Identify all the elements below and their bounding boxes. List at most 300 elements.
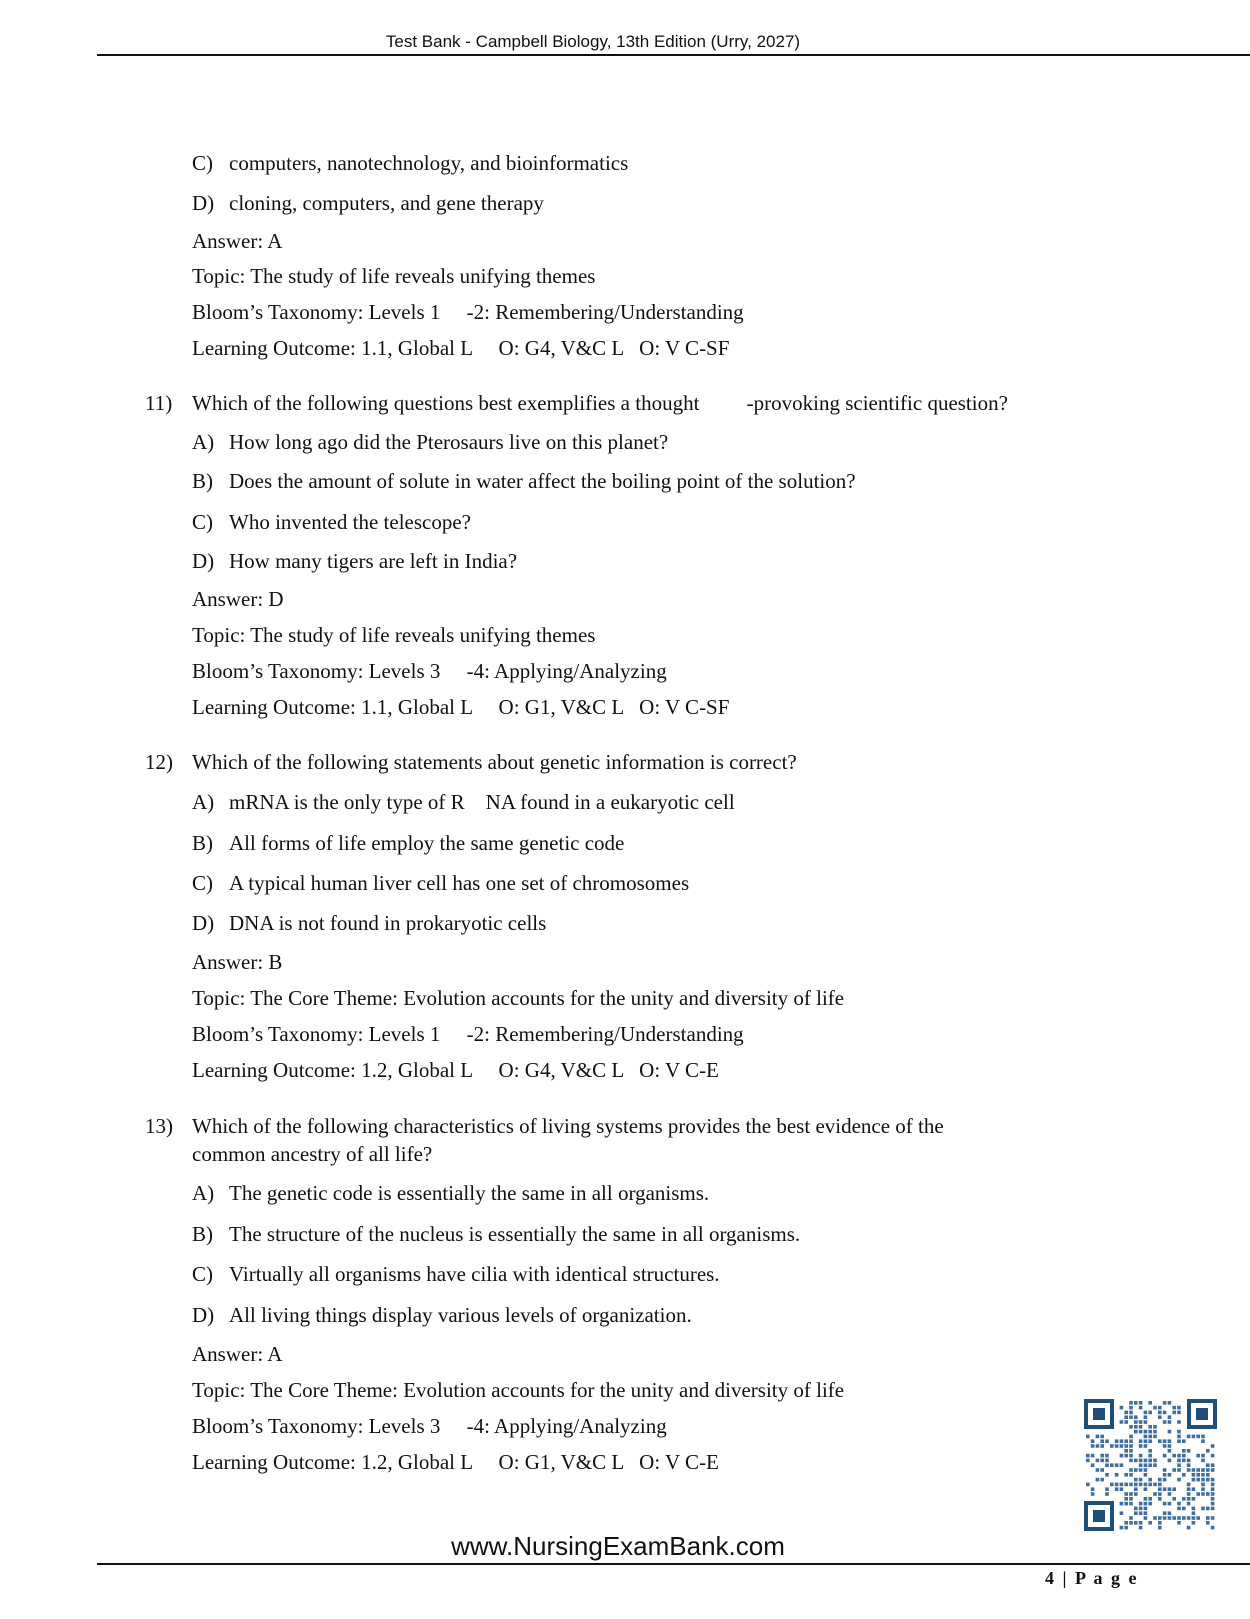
qr-module bbox=[1196, 1492, 1200, 1496]
qr-module bbox=[1182, 1439, 1186, 1443]
qr-module bbox=[1129, 1497, 1133, 1501]
qr-module bbox=[1139, 1468, 1143, 1472]
qr-module bbox=[1168, 1430, 1172, 1434]
qr-module bbox=[1144, 1444, 1148, 1448]
qr-module bbox=[1201, 1473, 1205, 1477]
qr-module bbox=[1120, 1502, 1124, 1506]
qr-module bbox=[1144, 1468, 1148, 1472]
qr-module bbox=[1192, 1487, 1196, 1491]
qr-module bbox=[1120, 1454, 1124, 1458]
bloom-line: Bloom’s Taxonomy: Levels 3 -4: Applying/Analyzing bbox=[192, 1414, 667, 1438]
qr-module bbox=[1182, 1454, 1186, 1458]
bloom-line: Bloom’s Taxonomy: Levels 3 -4: Applying/Analyzing bbox=[192, 659, 667, 683]
qr-module bbox=[1187, 1492, 1191, 1496]
qr-module bbox=[1100, 1454, 1104, 1458]
qr-module bbox=[1105, 1473, 1109, 1477]
qr-module bbox=[1134, 1415, 1138, 1419]
qr-module bbox=[1129, 1502, 1133, 1506]
qr-module bbox=[1192, 1473, 1196, 1477]
outcome-line: Learning Outcome: 1.1, Global L O: G4, V&C L O: V C-SF bbox=[192, 336, 730, 360]
topic-line: Topic: The Core Theme: Evolution accounts for the unity and diversity of life bbox=[192, 986, 845, 1010]
qr-module bbox=[1192, 1516, 1196, 1520]
qr-module bbox=[1124, 1526, 1128, 1530]
qr-module bbox=[1139, 1502, 1143, 1506]
topic-line: Topic: The study of life reveals unifying themes bbox=[192, 264, 596, 288]
qr-module bbox=[1124, 1454, 1128, 1458]
qr-module bbox=[1177, 1459, 1181, 1463]
question-text: Which of the following questions best exemplifies a thought -provoking scientific question? bbox=[192, 391, 1008, 415]
qr-module bbox=[1187, 1502, 1191, 1506]
qr-module bbox=[1177, 1420, 1181, 1424]
qr-module bbox=[1100, 1459, 1104, 1463]
qr-module bbox=[1134, 1420, 1138, 1424]
qr-module bbox=[1168, 1420, 1172, 1424]
qr-module bbox=[1168, 1473, 1172, 1477]
qr-module bbox=[1158, 1439, 1162, 1443]
qr-module bbox=[1172, 1487, 1176, 1491]
qr-module bbox=[1115, 1444, 1119, 1448]
qr-module bbox=[1129, 1449, 1133, 1453]
qr-module bbox=[1134, 1468, 1138, 1472]
qr-module bbox=[1148, 1430, 1152, 1434]
option-text: DNA is not found in prokaryotic cells bbox=[229, 911, 547, 935]
qr-module bbox=[1134, 1507, 1138, 1511]
qr-module bbox=[1144, 1511, 1148, 1515]
qr-module bbox=[1201, 1454, 1205, 1458]
qr-module bbox=[1211, 1516, 1215, 1520]
qr-module bbox=[1139, 1406, 1143, 1410]
qr-module bbox=[1163, 1516, 1167, 1520]
qr-module bbox=[1148, 1425, 1152, 1429]
qr-module bbox=[1086, 1435, 1090, 1439]
qr-module bbox=[1144, 1415, 1148, 1419]
qr-module bbox=[1168, 1449, 1172, 1453]
qr-module bbox=[1091, 1454, 1095, 1458]
qr-module bbox=[1091, 1463, 1095, 1467]
topic-line: Topic: The Core Theme: Evolution accounts for the unity and diversity of life bbox=[192, 1378, 845, 1402]
qr-module bbox=[1120, 1444, 1124, 1448]
qr-code-icon bbox=[1083, 1398, 1218, 1532]
qr-module bbox=[1182, 1449, 1186, 1453]
option-text: The genetic code is essentially the same in all organisms. bbox=[229, 1181, 710, 1205]
qr-module bbox=[1201, 1483, 1205, 1487]
option-letter: B) bbox=[192, 831, 213, 855]
qr-module bbox=[1144, 1435, 1148, 1439]
qr-module bbox=[1177, 1411, 1181, 1415]
qr-module bbox=[1134, 1430, 1138, 1434]
qr-module bbox=[1196, 1473, 1200, 1477]
qr-module bbox=[1206, 1516, 1210, 1520]
qr-module bbox=[1168, 1487, 1172, 1491]
qr-module bbox=[1134, 1521, 1138, 1525]
qr-module bbox=[1144, 1459, 1148, 1463]
qr-module bbox=[1192, 1521, 1196, 1525]
option-text: cloning, computers, and gene therapy bbox=[229, 191, 544, 215]
qr-module bbox=[1096, 1459, 1100, 1463]
qr-module bbox=[1129, 1406, 1133, 1410]
qr-module bbox=[1211, 1507, 1215, 1511]
qr-module bbox=[1134, 1511, 1138, 1515]
qr-module bbox=[1129, 1415, 1133, 1419]
qr-module bbox=[1139, 1401, 1143, 1405]
qr-module bbox=[1134, 1483, 1138, 1487]
qr-module bbox=[1148, 1439, 1152, 1443]
qr-module bbox=[1196, 1516, 1200, 1520]
qr-module bbox=[1115, 1439, 1119, 1443]
qr-module bbox=[1129, 1401, 1133, 1405]
qr-module bbox=[1177, 1507, 1181, 1511]
qr-module bbox=[1148, 1459, 1152, 1463]
qr-module bbox=[1115, 1463, 1119, 1467]
qr-module bbox=[1192, 1511, 1196, 1515]
qr-module bbox=[1086, 1459, 1090, 1463]
qr-module bbox=[1105, 1459, 1109, 1463]
answer-line: Answer: D bbox=[192, 587, 284, 611]
question-number: 13) bbox=[145, 1114, 173, 1138]
qr-module bbox=[1100, 1478, 1104, 1482]
qr-module bbox=[1158, 1526, 1162, 1530]
qr-module bbox=[1129, 1492, 1133, 1496]
qr-module bbox=[1129, 1425, 1133, 1429]
footer-divider bbox=[97, 1563, 1250, 1565]
qr-module bbox=[1129, 1444, 1133, 1448]
qr-module bbox=[1129, 1459, 1133, 1463]
qr-module bbox=[1120, 1406, 1124, 1410]
qr-module bbox=[1201, 1487, 1205, 1491]
qr-module bbox=[1091, 1487, 1095, 1491]
qr-module bbox=[1163, 1478, 1167, 1482]
qr-module bbox=[1144, 1502, 1148, 1506]
qr-module bbox=[1148, 1463, 1152, 1467]
qr-module bbox=[1177, 1430, 1181, 1434]
qr-module bbox=[1177, 1439, 1181, 1443]
qr-module bbox=[1148, 1521, 1152, 1525]
outcome-line: Learning Outcome: 1.2, Global L O: G1, V&C L O: V C-E bbox=[192, 1450, 719, 1474]
qr-module bbox=[1129, 1411, 1133, 1415]
qr-module bbox=[1086, 1454, 1090, 1458]
qr-module bbox=[1124, 1444, 1128, 1448]
qr-module bbox=[1168, 1492, 1172, 1496]
qr-module bbox=[1211, 1478, 1215, 1482]
qr-module bbox=[1187, 1516, 1191, 1520]
qr-module bbox=[1168, 1511, 1172, 1515]
qr-module bbox=[1182, 1459, 1186, 1463]
page-number: 4 | P a g e bbox=[1045, 1568, 1139, 1588]
qr-module bbox=[1148, 1435, 1152, 1439]
qr-module bbox=[1153, 1435, 1157, 1439]
qr-module bbox=[1124, 1483, 1128, 1487]
qr-module bbox=[1163, 1468, 1167, 1472]
qr-module bbox=[1134, 1492, 1138, 1496]
qr-module bbox=[1153, 1425, 1157, 1429]
qr-module bbox=[1120, 1487, 1124, 1491]
option-letter: A) bbox=[192, 1181, 215, 1205]
qr-module bbox=[1177, 1406, 1181, 1410]
qr-module bbox=[1100, 1439, 1104, 1443]
qr-module bbox=[1115, 1473, 1119, 1477]
qr-module bbox=[1100, 1435, 1104, 1439]
qr-module bbox=[1091, 1444, 1095, 1448]
qr-module bbox=[1187, 1468, 1191, 1472]
qr-module bbox=[1158, 1492, 1162, 1496]
qr-module bbox=[1187, 1526, 1191, 1530]
qr-module bbox=[1172, 1497, 1176, 1501]
qr-module bbox=[1177, 1516, 1181, 1520]
qr-module bbox=[1211, 1492, 1215, 1496]
qr-module bbox=[1158, 1406, 1162, 1410]
qr-module bbox=[1206, 1449, 1210, 1453]
qr-module bbox=[1124, 1415, 1128, 1419]
option-text: Who invented the telescope? bbox=[229, 510, 471, 534]
qr-module bbox=[1182, 1473, 1186, 1477]
qr-module bbox=[1086, 1483, 1090, 1487]
qr-module bbox=[1163, 1511, 1167, 1515]
answer-line: Answer: B bbox=[192, 950, 283, 974]
qr-module bbox=[1148, 1478, 1152, 1482]
option-text: computers, nanotechnology, and bioinformatics bbox=[229, 151, 629, 175]
qr-module bbox=[1139, 1454, 1143, 1458]
qr-module bbox=[1124, 1439, 1128, 1443]
qr-module bbox=[1139, 1507, 1143, 1511]
qr-module bbox=[1177, 1502, 1181, 1506]
qr-module bbox=[1158, 1415, 1162, 1419]
qr-module bbox=[1163, 1473, 1167, 1477]
qr-module bbox=[1201, 1439, 1205, 1443]
qr-module bbox=[1139, 1425, 1143, 1429]
qr-module bbox=[1129, 1516, 1133, 1520]
question-number: 12) bbox=[145, 750, 173, 774]
qr-module bbox=[1172, 1406, 1176, 1410]
qr-module bbox=[1153, 1463, 1157, 1467]
qr-module bbox=[1115, 1483, 1119, 1487]
option-letter: C) bbox=[192, 871, 213, 895]
qr-module bbox=[1177, 1478, 1181, 1482]
qr-module bbox=[1091, 1492, 1095, 1496]
qr-module bbox=[1100, 1444, 1104, 1448]
qr-module bbox=[1158, 1483, 1162, 1487]
qr-module bbox=[1144, 1507, 1148, 1511]
qr-module bbox=[1187, 1497, 1191, 1501]
qr-module bbox=[1100, 1468, 1104, 1472]
qr-module bbox=[1206, 1463, 1210, 1467]
qr-module bbox=[1163, 1420, 1167, 1424]
qr-module bbox=[1120, 1463, 1124, 1467]
question-number: 11) bbox=[145, 391, 173, 415]
answer-line: Answer: A bbox=[192, 229, 283, 253]
qr-module bbox=[1148, 1483, 1152, 1487]
qr-module bbox=[1096, 1444, 1100, 1448]
option-letter: C) bbox=[192, 510, 213, 534]
option-letter: A) bbox=[192, 790, 215, 814]
qr-module bbox=[1134, 1401, 1138, 1405]
qr-module bbox=[1124, 1420, 1128, 1424]
qr-module bbox=[1206, 1507, 1210, 1511]
qr-module bbox=[1187, 1459, 1191, 1463]
qr-module bbox=[1192, 1435, 1196, 1439]
qr-module bbox=[1158, 1516, 1162, 1520]
qr-module bbox=[1201, 1435, 1205, 1439]
qr-module bbox=[1201, 1492, 1205, 1496]
qr-module bbox=[1211, 1497, 1215, 1501]
option-text: How many tigers are left in India? bbox=[229, 549, 518, 573]
question-text: Which of the following characteristics of living systems provides the best evidence of the bbox=[192, 1114, 944, 1138]
qr-module bbox=[1124, 1492, 1128, 1496]
qr-module bbox=[1129, 1473, 1133, 1477]
qr-module bbox=[1124, 1449, 1128, 1453]
qr-module bbox=[1211, 1526, 1215, 1530]
qr-module bbox=[1211, 1502, 1215, 1506]
qr-module bbox=[1139, 1459, 1143, 1463]
qr-module bbox=[1120, 1526, 1124, 1530]
qr-module bbox=[1172, 1516, 1176, 1520]
qr-module bbox=[1168, 1401, 1172, 1405]
qr-module bbox=[1158, 1478, 1162, 1482]
qr-module bbox=[1139, 1511, 1143, 1515]
qr-module bbox=[1192, 1497, 1196, 1501]
qr-module bbox=[1192, 1478, 1196, 1482]
bloom-line: Bloom’s Taxonomy: Levels 1 -2: Remembering/Understanding bbox=[192, 1022, 744, 1046]
qr-module bbox=[1148, 1454, 1152, 1458]
option-text: The structure of the nucleus is essentially the same in all organisms. bbox=[229, 1222, 801, 1246]
qr-module bbox=[1172, 1468, 1176, 1472]
qr-module bbox=[1158, 1497, 1162, 1501]
qr-module bbox=[1129, 1521, 1133, 1525]
option-text: All forms of life employ the same genetic code bbox=[229, 831, 625, 855]
qr-module bbox=[1168, 1502, 1172, 1506]
qr-module bbox=[1182, 1507, 1186, 1511]
qr-module bbox=[1187, 1435, 1191, 1439]
outcome-line: Learning Outcome: 1.2, Global L O: G4, V&C L O: V C-E bbox=[192, 1058, 719, 1082]
qr-module bbox=[1110, 1463, 1114, 1467]
option-letter: C) bbox=[192, 151, 213, 175]
qr-module bbox=[1110, 1483, 1114, 1487]
outcome-line: Learning Outcome: 1.1, Global L O: G1, V&C L O: V C-SF bbox=[192, 695, 730, 719]
qr-module bbox=[1196, 1435, 1200, 1439]
qr-module bbox=[1168, 1415, 1172, 1419]
qr-module bbox=[1153, 1459, 1157, 1463]
qr-module bbox=[1129, 1435, 1133, 1439]
qr-module bbox=[1153, 1483, 1157, 1487]
qr-module bbox=[1124, 1521, 1128, 1525]
qr-module bbox=[1144, 1420, 1148, 1424]
qr-module bbox=[1163, 1502, 1167, 1506]
answer-line: Answer: A bbox=[192, 1342, 283, 1366]
qr-module bbox=[1182, 1497, 1186, 1501]
qr-module bbox=[1206, 1468, 1210, 1472]
qr-module bbox=[1201, 1459, 1205, 1463]
qr-module bbox=[1120, 1439, 1124, 1443]
qr-module bbox=[1148, 1502, 1152, 1506]
qr-module bbox=[1163, 1439, 1167, 1443]
qr-module bbox=[1144, 1411, 1148, 1415]
qr-module bbox=[1168, 1439, 1172, 1443]
option-text: Virtually all organisms have cilia with identical structures. bbox=[229, 1262, 720, 1286]
qr-module bbox=[1187, 1449, 1191, 1453]
qr-module bbox=[1201, 1507, 1205, 1511]
qr-module bbox=[1158, 1521, 1162, 1525]
qr-module bbox=[1091, 1439, 1095, 1443]
qr-module bbox=[1201, 1478, 1205, 1482]
option-letter: D) bbox=[192, 911, 215, 935]
option-letter: A) bbox=[192, 430, 215, 454]
topic-line: Topic: The study of life reveals unifying themes bbox=[192, 623, 596, 647]
qr-module bbox=[1115, 1487, 1119, 1491]
qr-module bbox=[1139, 1430, 1143, 1434]
footer-url: www.NursingExamBank.com bbox=[451, 1531, 785, 1561]
qr-module bbox=[1144, 1516, 1148, 1520]
qr-module bbox=[1144, 1487, 1148, 1491]
qr-module bbox=[1129, 1468, 1133, 1472]
option-letter: D) bbox=[192, 549, 215, 573]
header-divider bbox=[97, 54, 1250, 56]
option-text: All living things display various levels of organization. bbox=[229, 1303, 692, 1327]
qr-module bbox=[1105, 1463, 1109, 1467]
qr-module bbox=[1139, 1439, 1143, 1443]
qr-module bbox=[1192, 1468, 1196, 1472]
question-text: Which of the following statements about genetic information is correct? bbox=[192, 750, 797, 774]
qr-module bbox=[1096, 1468, 1100, 1472]
qr-module bbox=[1148, 1497, 1152, 1501]
qr-module bbox=[1124, 1473, 1128, 1477]
qr-module bbox=[1177, 1463, 1181, 1467]
qr-module bbox=[1158, 1411, 1162, 1415]
question-text-continued: common ancestry of all life? bbox=[192, 1142, 433, 1166]
qr-module bbox=[1129, 1454, 1133, 1458]
qr-module bbox=[1134, 1425, 1138, 1429]
header-title: Test Bank - Campbell Biology, 13th Edition (Urry, 2027) bbox=[385, 32, 801, 51]
qr-module bbox=[1211, 1444, 1215, 1448]
option-letter: B) bbox=[192, 469, 213, 493]
qr-module bbox=[1206, 1492, 1210, 1496]
qr-module bbox=[1168, 1444, 1172, 1448]
qr-module bbox=[1148, 1449, 1152, 1453]
qr-module bbox=[1105, 1439, 1109, 1443]
qr-module bbox=[1144, 1439, 1148, 1443]
qr-module bbox=[1139, 1521, 1143, 1525]
qr-module bbox=[1206, 1521, 1210, 1525]
option-text: mRNA is the only type of R NA found in a eukaryotic cell bbox=[229, 790, 735, 814]
qr-module bbox=[1139, 1483, 1143, 1487]
qr-module bbox=[1120, 1511, 1124, 1515]
option-letter: B) bbox=[192, 1222, 213, 1246]
qr-module bbox=[1182, 1516, 1186, 1520]
qr-module bbox=[1110, 1444, 1114, 1448]
qr-module bbox=[1196, 1468, 1200, 1472]
qr-module bbox=[1124, 1411, 1128, 1415]
qr-module bbox=[1187, 1487, 1191, 1491]
qr-module bbox=[1206, 1478, 1210, 1482]
option-letter: D) bbox=[192, 1303, 215, 1327]
qr-module bbox=[1144, 1483, 1148, 1487]
option-text: How long ago did the Pterosaurs live on this planet? bbox=[229, 430, 669, 454]
qr-module bbox=[1168, 1459, 1172, 1463]
qr-module bbox=[1168, 1516, 1172, 1520]
qr-module bbox=[1144, 1497, 1148, 1501]
qr-module bbox=[1124, 1502, 1128, 1506]
qr-module bbox=[1163, 1444, 1167, 1448]
qr-module bbox=[1153, 1516, 1157, 1520]
qr-module bbox=[1177, 1468, 1181, 1472]
bloom-line: Bloom’s Taxonomy: Levels 1 -2: Remembering/Understanding bbox=[192, 300, 744, 324]
qr-module bbox=[1196, 1478, 1200, 1482]
qr-module bbox=[1120, 1483, 1124, 1487]
qr-module bbox=[1139, 1526, 1143, 1530]
qr-module bbox=[1105, 1492, 1109, 1496]
qr-module bbox=[1211, 1454, 1215, 1458]
option-letter: D) bbox=[192, 191, 215, 215]
qr-module bbox=[1105, 1454, 1109, 1458]
qr-module bbox=[1134, 1487, 1138, 1491]
